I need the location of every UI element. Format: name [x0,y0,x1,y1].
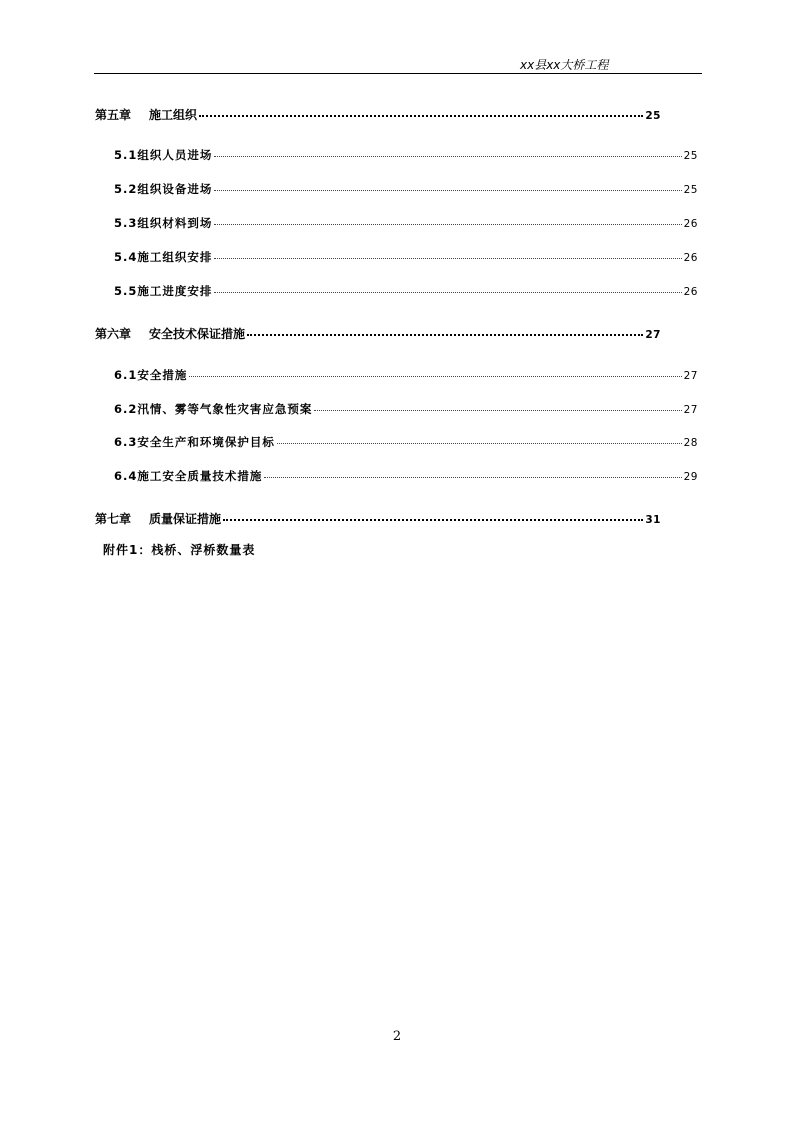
toc-leader [264,467,681,478]
toc-section-6-4[interactable] [114,468,698,484]
toc-section-label: 6.1安全措施 [114,368,188,382]
toc-page-number: 26 [683,286,698,298]
toc-section-label: 5.1组织人员进场 [114,148,213,162]
toc-section-6-2[interactable] [114,401,698,417]
toc-page-number: 27 [683,370,698,382]
toc-section-5-3[interactable] [114,215,698,231]
toc-section-6-1[interactable] [114,367,698,383]
toc-chapter-7[interactable] [95,510,661,527]
toc-section-label: 5.4施工组织安排 [114,250,213,264]
toc-page-number: 29 [683,471,698,483]
toc-section-5-4[interactable] [114,249,698,265]
toc-page-number: 26 [683,252,698,264]
toc-page-number: 25 [683,150,698,162]
toc-page-number: 25 [683,184,698,196]
toc-page-number: 31 [645,514,661,526]
toc-leader [214,180,681,191]
toc-chapter-6[interactable] [95,325,661,342]
toc-section-label: 5.2组织设备进场 [114,182,213,196]
toc-leader [277,433,682,444]
toc-leader [189,366,681,377]
toc-section-5-2[interactable] [114,181,698,197]
toc-chapter-5[interactable] [95,106,661,123]
toc-leader [314,400,681,411]
toc-appendix-1[interactable]: 附件1：栈桥、浮桥数量表 [103,543,256,557]
toc-section-label: 6.2汛情、雾等气象性灾害应急预案 [114,402,313,416]
page-number: 2 [392,1029,402,1044]
toc-leader [214,248,681,259]
toc-chapter-number: 第六章 [95,327,132,341]
toc-page-number: 27 [683,404,698,416]
toc-page-number: 26 [683,218,698,230]
toc-chapter-title: 施工组织 [149,108,198,122]
toc-chapter-number: 第七章 [95,512,132,526]
toc-leader [247,324,643,336]
toc-leader [214,214,681,225]
toc-page-number: 27 [645,329,661,341]
toc-section-label: 6.3安全生产和环境保护目标 [114,435,275,449]
toc-leader [214,282,681,293]
toc-chapter-number: 第五章 [95,108,132,122]
toc-leader [223,509,643,521]
toc-section-label: 6.4施工安全质量技术措施 [114,469,263,483]
running-header: xx县xx大桥工程 [520,58,609,72]
toc-chapter-title: 安全技术保证措施 [149,327,246,341]
toc-leader [214,146,681,157]
toc-section-5-5[interactable] [114,283,698,299]
toc-section-label: 5.5施工进度安排 [114,284,213,298]
toc-section-6-3[interactable] [114,434,698,450]
toc-chapter-title: 质量保证措施 [149,512,222,526]
toc-section-label: 5.3组织材料到场 [114,216,213,230]
toc-leader [199,105,643,117]
toc-page-number: 25 [645,110,661,122]
toc-section-5-1[interactable] [114,147,698,163]
toc-page-number: 28 [683,437,698,449]
